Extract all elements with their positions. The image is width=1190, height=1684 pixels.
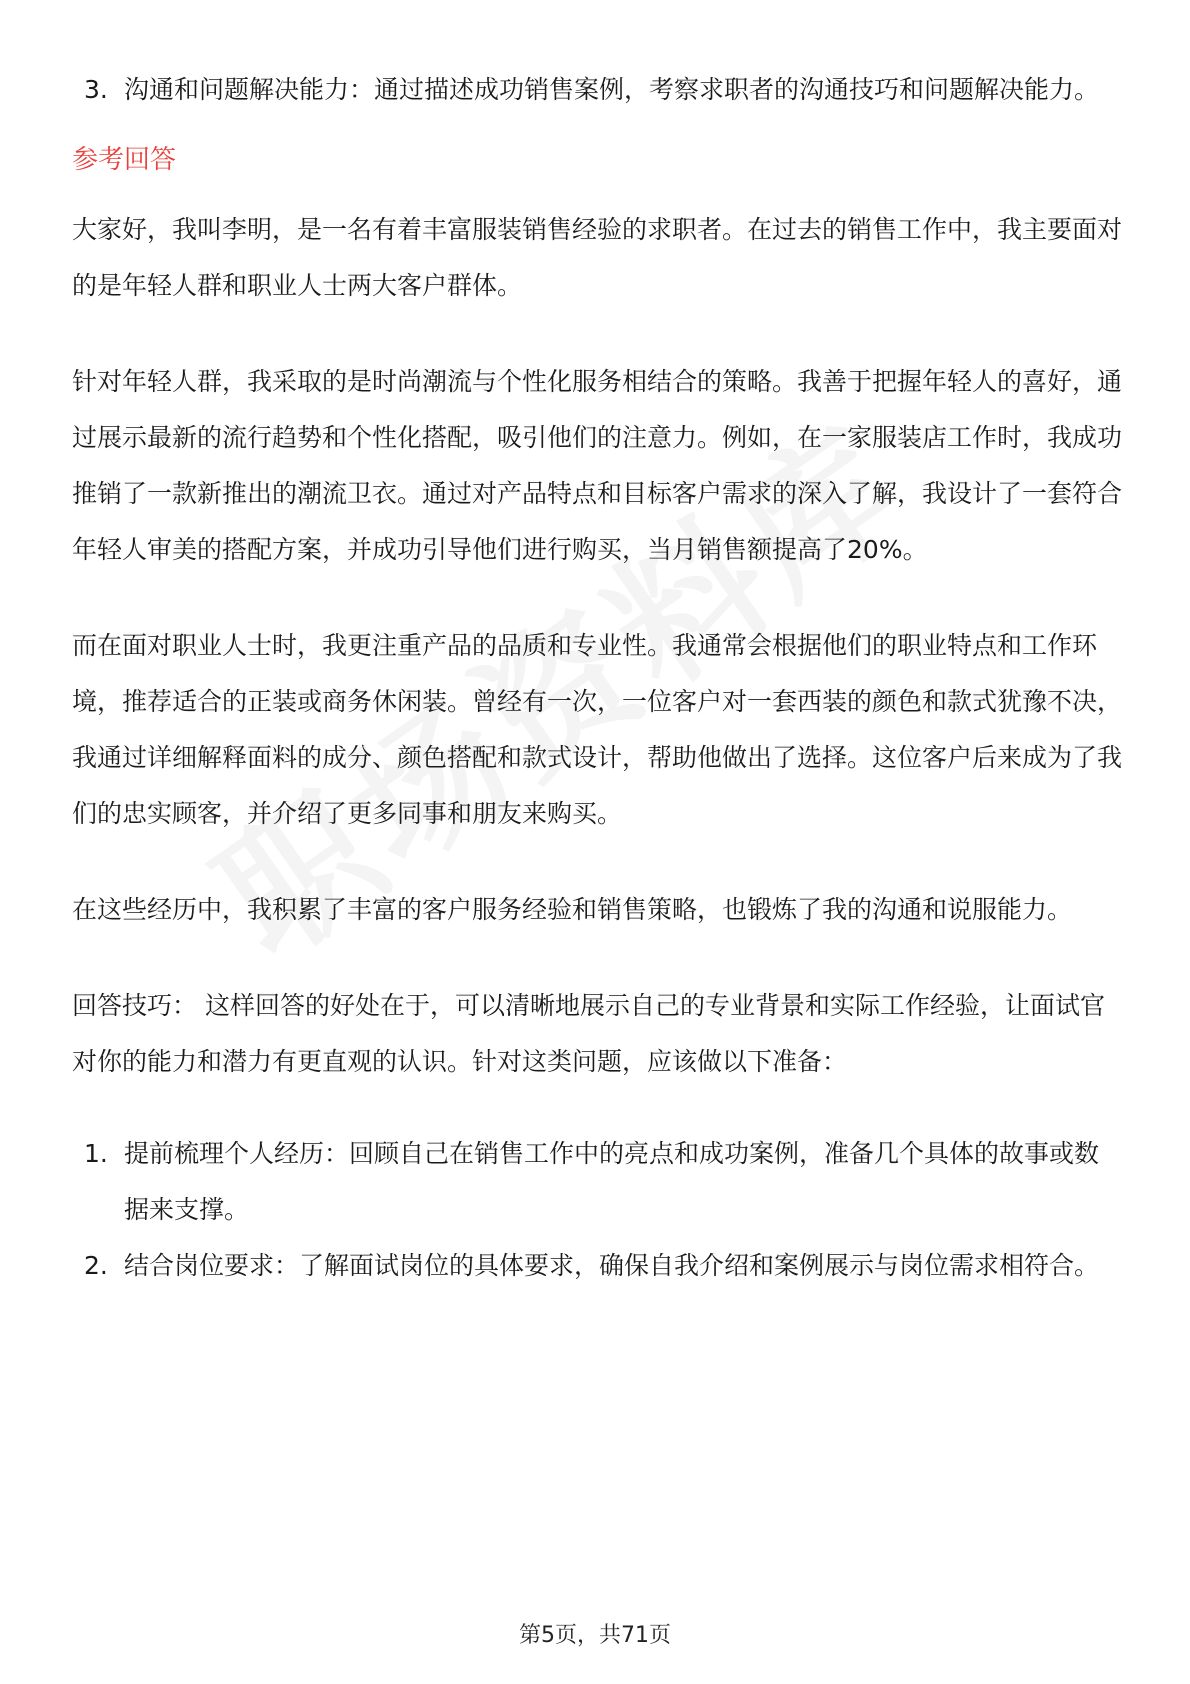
list-item-text: 提前梳理个人经历：回顾自己在销售工作中的亮点和成功案例，准备几个具体的故事或数据来支撑。 xyxy=(124,1139,1100,1224)
answer-tips: 回答技巧： 这样回答的好处在于，可以清晰地展示自己的专业背景和实际工作经验，让面试官对你的能力和潜力有更直观的认识。针对这类问题，应该做以下准备： xyxy=(72,991,1105,1076)
list-item-text: 结合岗位要求：了解面试岗位的具体要求，确保自我介绍和案例展示与岗位需求相符合。 xyxy=(124,1251,1100,1280)
paragraph-intro: 大家好，我叫李明，是一名有着丰富服装销售经验的求职者。在过去的销售工作中，我主要面对的是年轻人群和职业人士两大客户群体。 xyxy=(72,215,1123,300)
list-item-number: 3. xyxy=(84,75,108,104)
list-item xyxy=(72,1126,1122,1238)
paragraph-summary: 在这些经历中，我积累了丰富的客户服务经验和销售策略，也锻炼了我的沟通和说服能力。 xyxy=(72,895,1073,924)
list-item xyxy=(72,1238,1122,1294)
list-item-number: 2. xyxy=(84,1251,108,1280)
paragraph-young-customers: 针对年轻人群，我采取的是时尚潮流与个性化服务相结合的策略。我善于把握年轻人的喜好，通过展示最新的流行趋势和个性化搭配，吸引他们的注意力。例如，在一家服装店工作时，我成功推销了一款新推出的潮流卫衣。通过对产品特点和目标客户需求的深入了解，我设计了一套符合年轻人审美的搭配方案，并成功引导他们进行购买，当月销售额提高了20%。 xyxy=(72,367,1123,564)
page-content xyxy=(72,62,1122,1294)
paragraph-professional-customers: 而在面对职业人士时，我更注重产品的品质和专业性。我通常会根据他们的职业特点和工作环境，推荐适合的正装或商务休闲装。曾经有一次，一位客户对一套西装的颜色和款式犹豫不决，我通过详细解释面料的成分、颜色搭配和款式设计，帮助他做出了选择。这位客户后来成为了我们的忠实顾客，并介绍了更多同事和朋友来购买。 xyxy=(72,631,1123,828)
section-heading: 参考回答 xyxy=(72,145,177,175)
list-item-text: 沟通和问题解决能力：通过描述成功销售案例，考察求职者的沟通技巧和问题解决能力。 xyxy=(124,75,1100,104)
page-footer: 第5页，共71页 xyxy=(519,1623,671,1648)
criteria-list xyxy=(72,62,1122,118)
list-item-number: 1. xyxy=(84,1139,108,1168)
list-item xyxy=(72,62,1122,118)
preparation-list xyxy=(72,1126,1122,1294)
